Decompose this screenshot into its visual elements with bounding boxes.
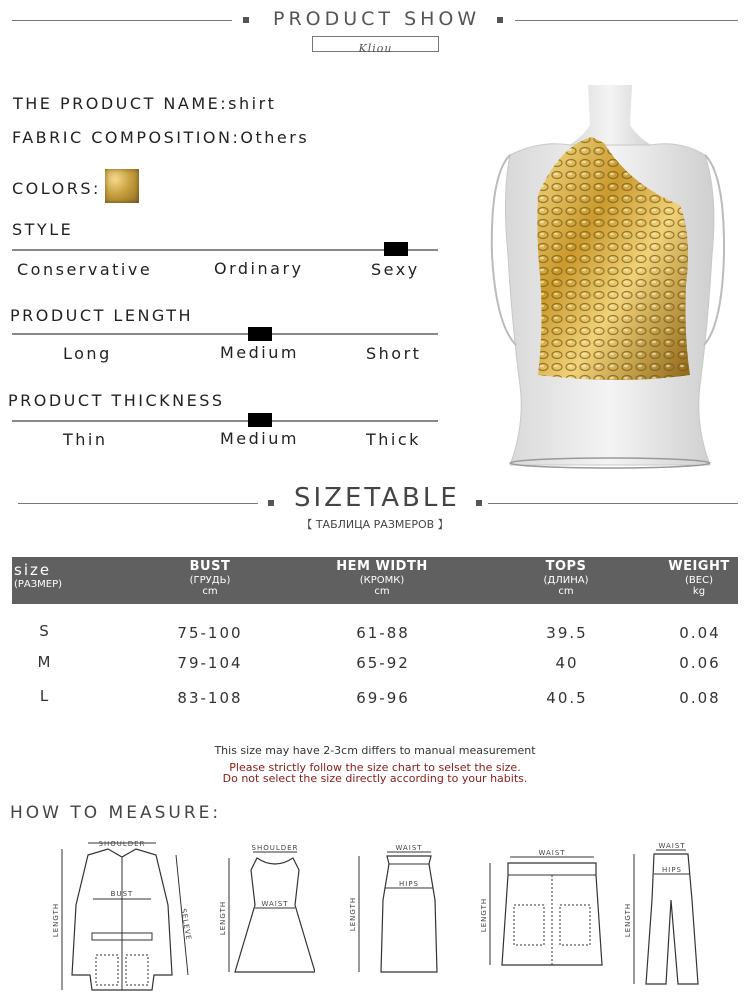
cell-weight: 0.06 bbox=[679, 654, 721, 672]
skirt-waist-label: WAIST bbox=[395, 844, 423, 852]
col-tops: TOPS (ДЛИНА) cm bbox=[543, 559, 589, 598]
pants-hips-label: HIPS bbox=[662, 866, 682, 874]
jacket-sleeve-label: SELEVE bbox=[179, 908, 193, 942]
skirt-measure-figure bbox=[345, 840, 445, 985]
cell-weight: 0.04 bbox=[679, 624, 721, 642]
dress-measure-figure bbox=[215, 840, 315, 985]
sizetable-title: SIZETABLE bbox=[294, 483, 460, 513]
short-skirt-measure-figure bbox=[478, 845, 608, 975]
measurement-note: This size may have 2-3cm differs to manual measurement bbox=[214, 744, 536, 757]
cell-hem: 61-88 bbox=[356, 624, 410, 642]
skirt-hips-label: HIPS bbox=[399, 880, 419, 888]
cell-size: S bbox=[39, 622, 51, 640]
shorts-waist-label: WAIST bbox=[538, 849, 566, 857]
style-option-sexy: Sexy bbox=[371, 260, 420, 279]
jacket-bust-label: BUST bbox=[110, 890, 134, 898]
thickness-option-thick: Thick bbox=[366, 430, 421, 449]
brand-box bbox=[312, 36, 439, 55]
thickness-label: PRODUCT THICKNESS bbox=[8, 391, 225, 410]
cell-hem: 65-92 bbox=[356, 654, 410, 672]
sizetable-dot-right bbox=[476, 500, 482, 506]
header-dot-left bbox=[243, 17, 249, 23]
product-name: THE PRODUCT NAME:shirt bbox=[13, 94, 277, 113]
jacket-shoulder-label: SHOULDER bbox=[98, 840, 146, 848]
col-bust: BUST (ГРУДЬ) cm bbox=[189, 559, 231, 598]
size-warning-1: Please strictly follow the size chart to selset the size. bbox=[229, 761, 521, 774]
product-image bbox=[480, 85, 740, 470]
sizetable-rule-right bbox=[488, 503, 738, 504]
thickness-option-thin: Thin bbox=[63, 430, 108, 449]
length-option-short: Short bbox=[366, 344, 422, 363]
cell-weight: 0.08 bbox=[679, 689, 721, 707]
header-dot-right bbox=[497, 17, 503, 23]
dress-waist-label: WAIST bbox=[261, 900, 289, 908]
thickness-scale bbox=[12, 420, 438, 422]
color-swatch-gold[interactable] bbox=[105, 169, 139, 203]
cell-tops: 40.5 bbox=[546, 689, 588, 707]
thickness-marker bbox=[248, 413, 272, 427]
dress-shoulder-label: SHOULDER bbox=[251, 844, 299, 852]
shorts-length-label: LENGTH bbox=[480, 897, 488, 933]
sizetable-rule-left bbox=[18, 503, 258, 504]
length-label: PRODUCT LENGTH bbox=[10, 306, 194, 325]
length-option-medium: Medium bbox=[220, 343, 299, 362]
header-rule-left bbox=[12, 20, 232, 21]
col-size: size (РАЗМЕР) bbox=[14, 561, 63, 591]
thickness-option-medium: Medium bbox=[220, 429, 299, 448]
length-scale bbox=[12, 333, 438, 335]
style-label: STYLE bbox=[12, 220, 74, 239]
cell-size: L bbox=[39, 687, 51, 705]
sizetable-subtitle: 【 ТАБЛИЦА РАЗМЕРОВ 】 bbox=[301, 518, 449, 531]
style-scale bbox=[12, 249, 438, 251]
pants-waist-label: WAIST bbox=[658, 842, 686, 850]
colors-label: COLORS: bbox=[12, 179, 101, 198]
jacket-length-label: LENGTH bbox=[52, 902, 60, 938]
size-table-header bbox=[12, 557, 738, 604]
length-marker bbox=[248, 327, 272, 341]
length-option-long: Long bbox=[63, 344, 112, 363]
page-title: PRODUCT SHOW bbox=[273, 8, 481, 30]
col-weight: WEIGHT (ВЕС) kg bbox=[668, 559, 730, 598]
jacket-measure-figure bbox=[48, 835, 198, 995]
dress-length-label: LENGTH bbox=[219, 900, 227, 936]
style-marker bbox=[384, 242, 408, 256]
how-to-measure-title: HOW TO MEASURE: bbox=[10, 803, 222, 823]
brand-name: Kliou bbox=[358, 42, 393, 55]
header-rule-right bbox=[515, 20, 738, 21]
cell-bust: 75-100 bbox=[177, 624, 243, 642]
cell-bust: 83-108 bbox=[177, 689, 243, 707]
cell-tops: 40 bbox=[555, 654, 579, 672]
col-hem-width: HEM WIDTH (КРОМК) cm bbox=[336, 559, 428, 598]
fabric-composition: FABRIC COMPOSITION:Others bbox=[12, 128, 310, 147]
size-warning-2: Do not select the size directly according to your habits. bbox=[222, 772, 528, 785]
skirt-length-label: LENGTH bbox=[349, 896, 357, 932]
pants-length-label: LENGTH bbox=[624, 902, 632, 938]
cell-bust: 79-104 bbox=[177, 654, 243, 672]
sizetable-dot-left bbox=[268, 500, 274, 506]
cell-size: M bbox=[37, 653, 53, 671]
pants-measure-figure bbox=[620, 840, 720, 988]
style-option-ordinary: Ordinary bbox=[214, 259, 304, 278]
style-option-conservative: Conservative bbox=[17, 260, 153, 279]
cell-tops: 39.5 bbox=[546, 624, 588, 642]
cell-hem: 69-96 bbox=[356, 689, 410, 707]
